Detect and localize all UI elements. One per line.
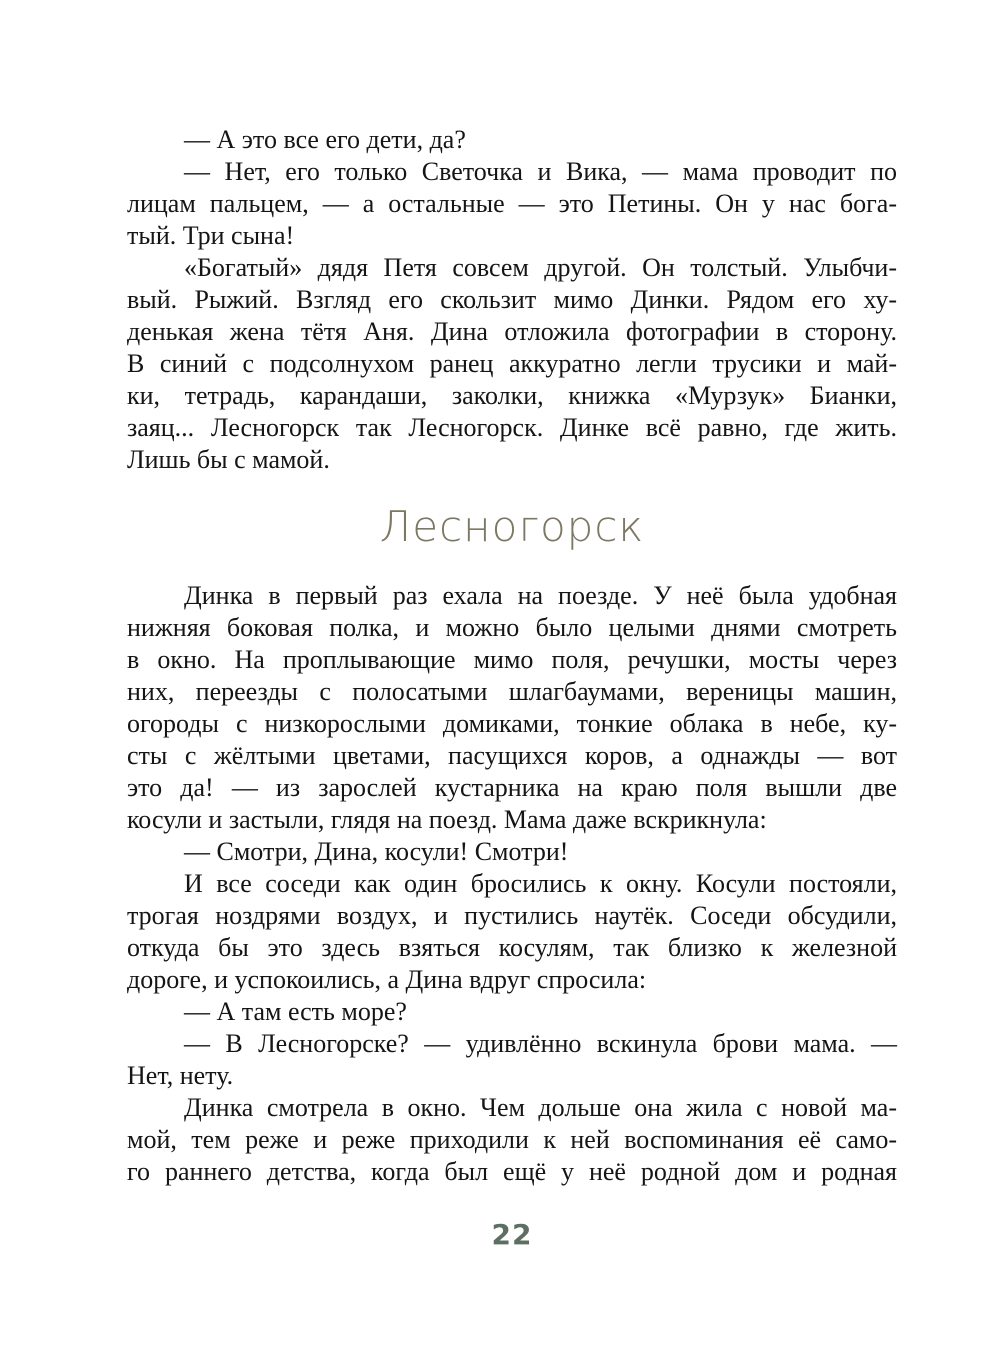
text-line: в окно. На проплывающие мимо поля, речушки, мосты через (127, 645, 897, 674)
text-line: огороды с низкорослыми домиками, тонкие облака в небе, ку- (127, 709, 897, 738)
text-line: — А там есть море? (184, 997, 407, 1026)
text-line: В синий с подсолнухом ранец аккуратно легли трусики и май- (127, 349, 897, 378)
paragraph (127, 868, 897, 996)
text-line: них, переезды с полосатыми шлагбаумами, вереницы машин, (127, 677, 897, 706)
text-line: Лишь бы с мамой. (127, 445, 330, 474)
text-content (127, 124, 897, 1251)
text-line: — Нет, его только Светочка и Вика, — мама проводит по (184, 157, 897, 186)
text-line: И все соседи как один бросились к окну. Косули постояли, (184, 869, 897, 898)
text-line: тый. Три сына! (127, 221, 295, 250)
text-line: дороге, и успокоились, а Дина вдруг спросила: (127, 965, 647, 994)
text-line: мой, тем реже и реже приходили к ней воспоминания её само- (127, 1125, 897, 1154)
page-number: 22 (491, 1218, 533, 1251)
text-line: го раннего детства, когда был ещё у неё родной дом и родная (127, 1157, 897, 1186)
text-line: — Смотри, Дина, косули! Смотри! (184, 837, 569, 866)
paragraph (127, 252, 897, 476)
text-line: Нет, нету. (127, 1061, 234, 1090)
chapter-heading: Лесногорск (379, 502, 645, 551)
text-line: Динка смотрела в окно. Чем дольше она жила с новой ма- (184, 1093, 897, 1122)
text-line: — В Лесногорске? — удивлённо вскинула брови мама. — (184, 1029, 897, 1058)
text-line: ки, тетрадь, карандаши, заколки, книжка «Мурзук» Бианки, (127, 381, 897, 410)
text-line: это да! — из зарослей кустарника на краю поля вышли две (127, 773, 897, 802)
text-line: сты с жёлтыми цветами, пасущихся коров, а однажды — вот (127, 741, 897, 770)
text-line: денькая жена тётя Аня. Дина отложила фотографии в сторону. (127, 317, 897, 346)
text-line: — А это все его дети, да? (184, 125, 466, 154)
paragraph (127, 580, 897, 836)
paragraph (127, 1028, 897, 1092)
text-line: лицам пальцем, — а остальные — это Петины. Он у нас бога- (127, 189, 897, 218)
text-block-bottom (127, 580, 897, 1188)
text-line: заяц... Лесногорск так Лесногорск. Динке всё равно, где жить. (127, 413, 897, 442)
text-line: нижняя боковая полка, и можно было целыми днями смотреть (127, 613, 897, 642)
text-line: косули и застыли, глядя на поезд. Мама даже вскрикнула: (127, 805, 767, 834)
text-line: вый. Рыжий. Взгляд его скользит мимо Динки. Рядом его ху- (127, 285, 897, 314)
text-line: Динка в первый раз ехала на поезде. У неё была удобная (184, 581, 897, 610)
text-line: трогая ноздрями воздух, и пустились наутёк. Соседи обсудили, (127, 901, 897, 930)
paragraph (127, 836, 897, 868)
text-line: откуда бы это здесь взяться косулям, так близко к железной (127, 933, 897, 962)
paragraph (127, 124, 897, 156)
paragraph (127, 156, 897, 252)
text-line: «Богатый» дядя Петя совсем другой. Он толстый. Улыбчи- (184, 253, 897, 282)
paragraph (127, 1092, 897, 1188)
paragraph (127, 996, 897, 1028)
text-block-top (127, 124, 897, 476)
